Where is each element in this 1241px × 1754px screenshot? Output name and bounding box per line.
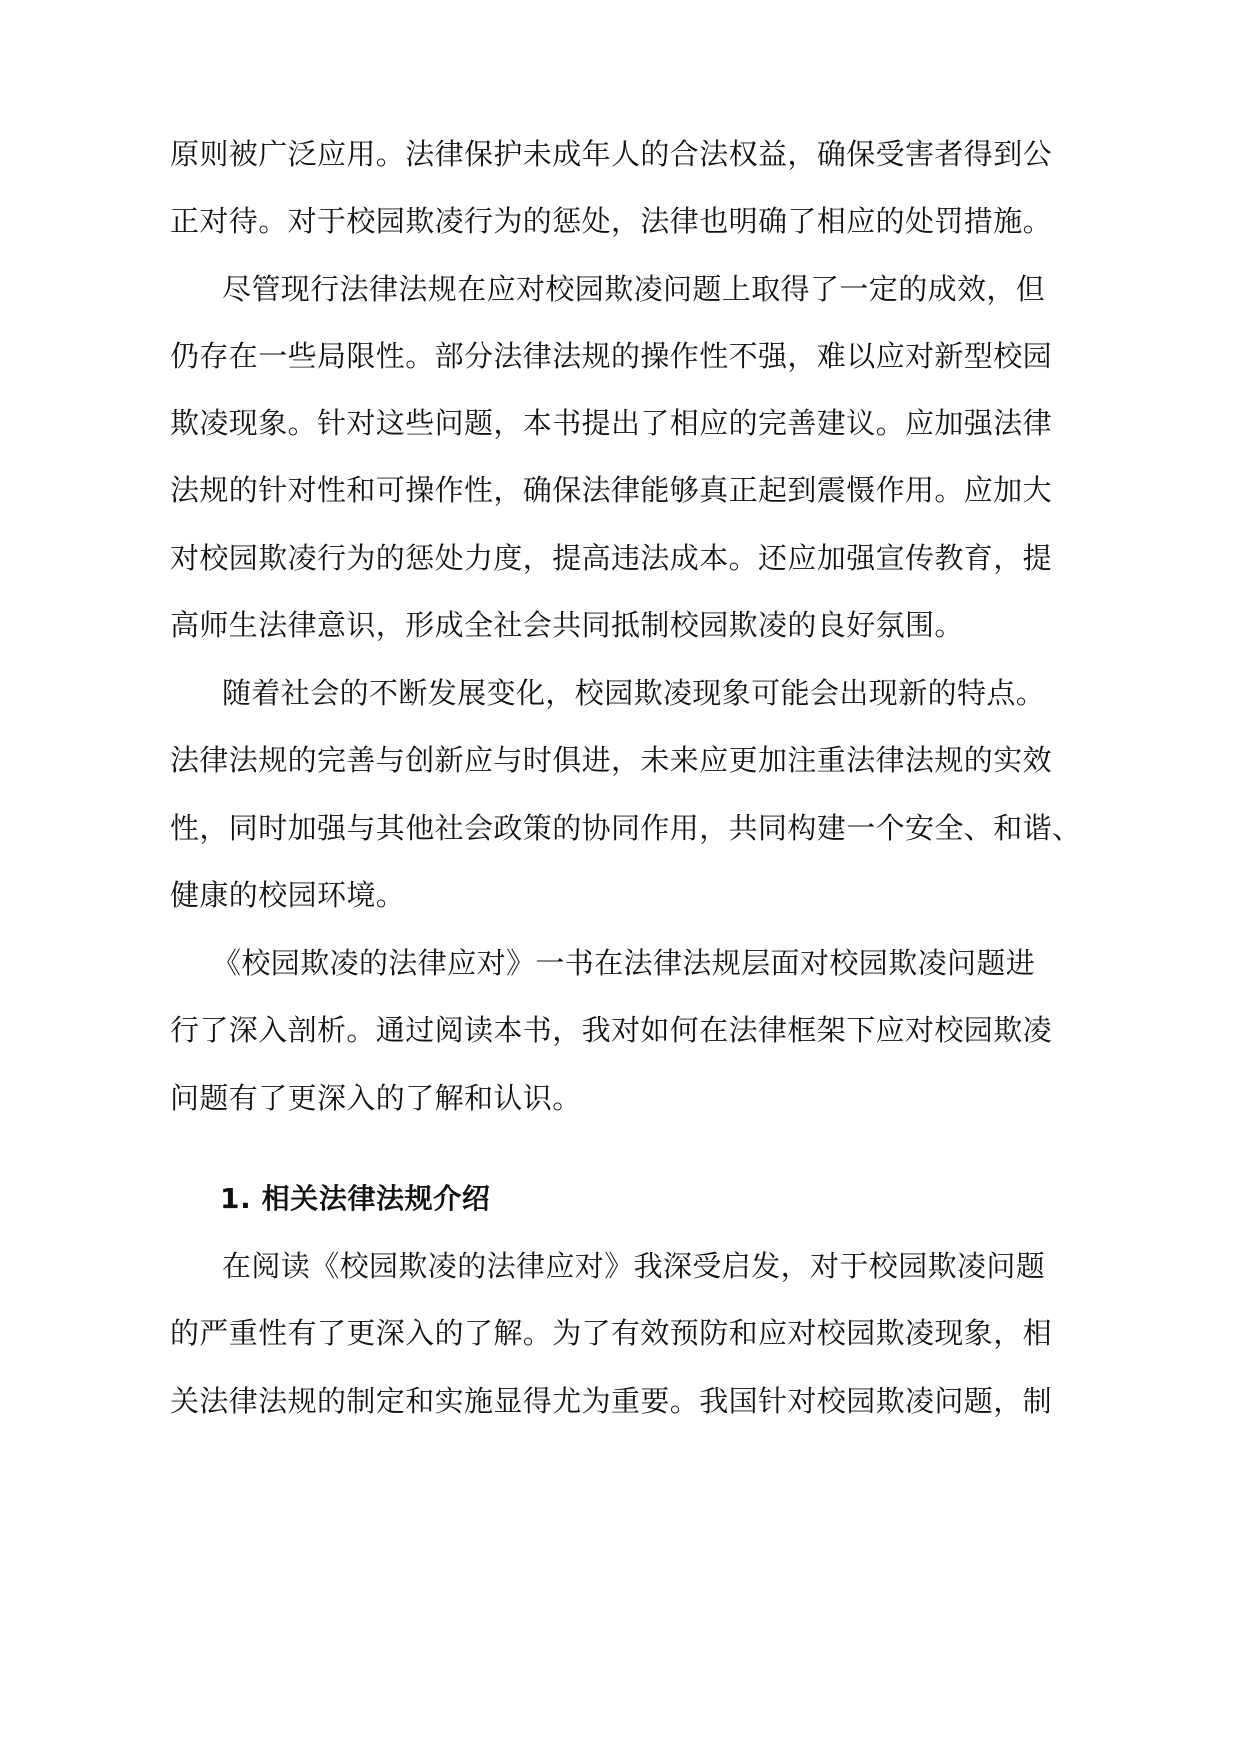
paragraph-5-line-3: 关法律法规的制定和实施显得尤为重要。我国针对校园欺凌问题，制 <box>170 1384 1053 1418</box>
paragraph-3-line-2: 法律法规的完善与创新应与时俱进，未来应更加注重法律法规的实效 <box>170 743 1053 777</box>
paragraph-1-line-2: 正对待。对于校园欺凌行为的惩处，法律也明确了相应的处罚措施。 <box>170 204 1053 238</box>
paragraph-2-line-3: 欺凌现象。针对这些问题，本书提出了相应的完善建议。应加强法律 <box>170 406 1053 440</box>
paragraph-4-line-2: 行了深入剖析。通过阅读本书，我对如何在法律框架下应对校园欺凌 <box>170 1013 1053 1047</box>
paragraph-2-line-2: 仍存在一些局限性。部分法律法规的操作性不强，难以应对新型校园 <box>170 339 1053 373</box>
section-heading: 1. 相关法律法规介绍 <box>220 1182 491 1215</box>
paragraph-2-line-6: 高师生法律意识，形成全社会共同抵制校园欺凌的良好氛围。 <box>170 608 964 642</box>
paragraph-3-line-4: 健康的校园环境。 <box>170 878 406 912</box>
paragraph-3-line-3: 性，同时加强与其他社会政策的协同作用，共同构建一个安全、和谐、 <box>170 811 1082 845</box>
paragraph-4-line-3: 问题有了更深入的了解和认识。 <box>170 1081 582 1115</box>
paragraph-4-line-1: 《校园欺凌的法律应对》一书在法律法规层面对校园欺凌问题进 <box>212 946 1036 980</box>
paragraph-5-line-1: 在阅读《校园欺凌的法律应对》我深受启发，对于校园欺凌问题 <box>222 1249 1046 1283</box>
paragraph-2-line-1: 尽管现行法律法规在应对校园欺凌问题上取得了一定的成效，但 <box>222 272 1046 306</box>
paragraph-5-line-2: 的严重性有了更深入的了解。为了有效预防和应对校园欺凌现象，相 <box>170 1316 1053 1350</box>
paragraph-1-line-1: 原则被广泛应用。法律保护未成年人的合法权益，确保受害者得到公 <box>170 137 1053 171</box>
paragraph-2-line-5: 对校园欺凌行为的惩处力度，提高违法成本。还应加强宣传教育，提 <box>170 541 1053 575</box>
paragraph-3-line-1: 随着社会的不断发展变化，校园欺凌现象可能会出现新的特点。 <box>222 676 1046 710</box>
paragraph-2-line-4: 法规的针对性和可操作性，确保法律能够真正起到震慑作用。应加大 <box>170 473 1053 507</box>
